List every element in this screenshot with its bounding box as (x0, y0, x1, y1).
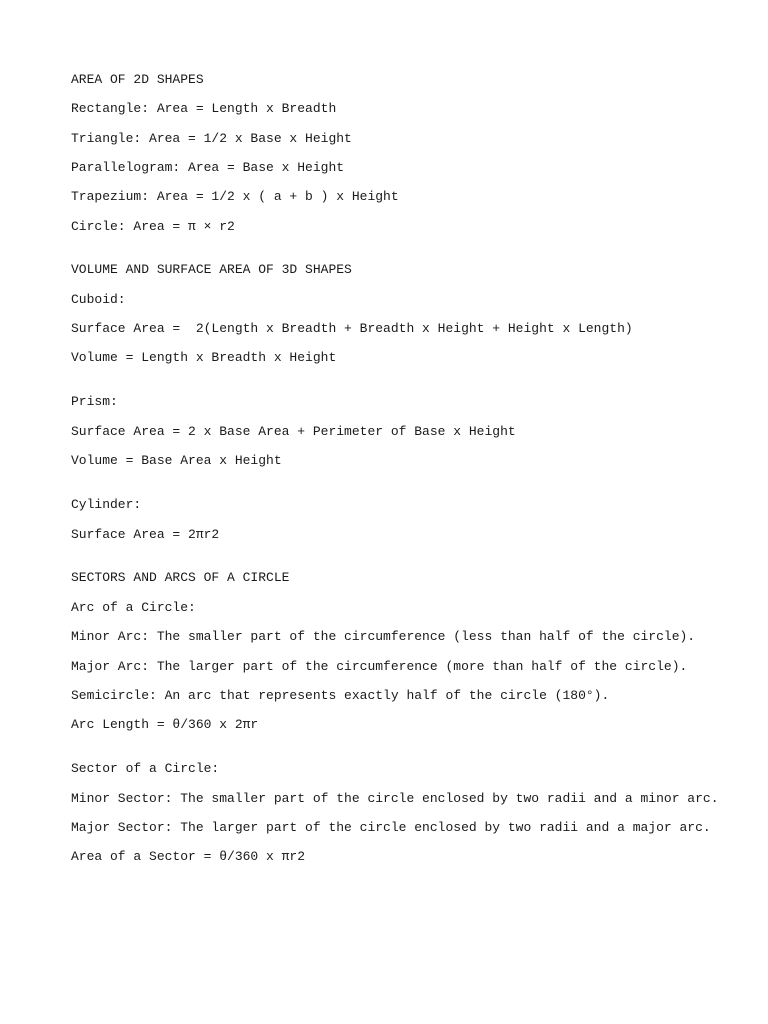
prism-volume: Volume = Base Area x Height (71, 453, 282, 468)
circle-formula: Circle: Area = π × r2 (71, 219, 235, 234)
arc-label: Arc of a Circle: (71, 600, 196, 615)
minor-sector-definition: Minor Sector: The smaller part of the circle enclosed by two radii and a minor arc. (71, 791, 719, 806)
heading-3d-shapes: VOLUME AND SURFACE AREA OF 3D SHAPES (71, 262, 352, 277)
major-arc-definition: Major Arc: The larger part of the circumference (more than half of the circle). (71, 659, 688, 674)
minor-arc-definition: Minor Arc: The smaller part of the circumference (less than half of the circle). (71, 629, 696, 644)
heading-2d-shapes: AREA OF 2D SHAPES (71, 72, 204, 87)
cuboid-surface-area: Surface Area = 2(Length x Breadth + Breadth x Height + Height x Length) (71, 321, 633, 336)
sector-area-formula: Area of a Sector = θ/360 x πr2 (71, 849, 306, 864)
cuboid-label: Cuboid: (71, 292, 126, 307)
trapezium-formula: Trapezium: Area = 1/2 x ( a + b ) x Height (71, 189, 399, 204)
prism-label: Prism: (71, 394, 118, 409)
triangle-formula: Triangle: Area = 1/2 x Base x Height (71, 131, 352, 146)
cylinder-surface-area: Surface Area = 2πr2 (71, 527, 220, 542)
semicircle-definition: Semicircle: An arc that represents exactly half of the circle (180°). (71, 688, 610, 703)
rectangle-formula: Rectangle: Area = Length x Breadth (71, 101, 337, 116)
arc-length-formula: Arc Length = θ/360 x 2πr (71, 717, 259, 732)
prism-surface-area: Surface Area = 2 x Base Area + Perimeter of Base x Height (71, 424, 516, 439)
sector-label: Sector of a Circle: (71, 761, 220, 776)
heading-sectors-arcs: SECTORS AND ARCS OF A CIRCLE (71, 570, 290, 585)
parallelogram-formula: Parallelogram: Area = Base x Height (71, 160, 345, 175)
major-sector-definition: Major Sector: The larger part of the circle enclosed by two radii and a major arc. (71, 820, 711, 835)
cylinder-label: Cylinder: (71, 497, 142, 512)
cuboid-volume: Volume = Length x Breadth x Height (71, 350, 337, 365)
